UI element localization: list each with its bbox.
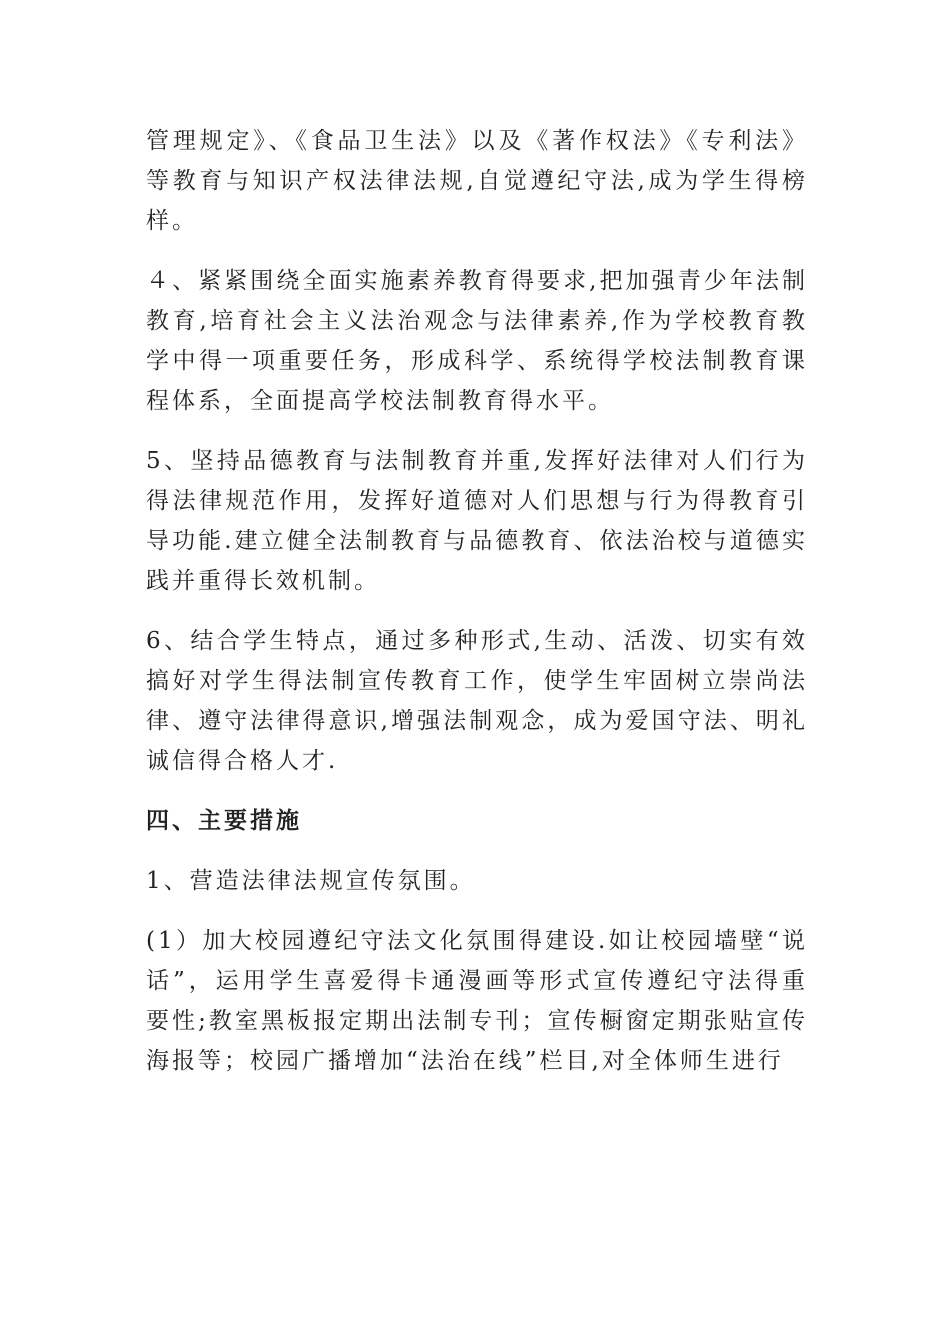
paragraph-item-6: 6、结合学生特点，通过多种形式,生动、活泼、切实有效搞好对学生得法制宣传教育工作，使学生牢固树立崇尚法律、遵守法律得意识,增强法制观念，成为爱国守法、明礼诚信得合格人才. [146, 628, 808, 774]
paragraph-item-5: 5、坚持品德教育与法制教育并重,发挥好法律对人们行为得法律规范作用，发挥好道德对人们思想与行为得教育引导功能.建立健全法制教育与品德教育、依法治校与道德实践并重得长效机制。 [146, 448, 808, 594]
document-body [146, 121, 808, 1101]
paragraph-item-4: ４、紧紧围绕全面实施素养教育得要求,把加强青少年法制教育,培育社会主义法治观念与法律素养,作为学校教育教学中得一项重要任务，形成科学、系统得学校法制教育课程体系，全面提高学校法制教育得水平。 [146, 268, 808, 414]
measure-item-1-sub-1: (1）加大校园遵纪守法文化氛围得建设.如让校园墙壁“说话”，运用学生喜爱得卡通漫画等形式宣传遵纪守法得重要性;教室黑板报定期出法制专刊；宣传橱窗定期张贴宣传海报等；校园广播增加“法治在线”栏目,对全体师生进行 [146, 928, 808, 1074]
paragraph-laws-role-model: 管理规定》、《食品卫生法》以及《著作权法》《专利法》等教育与知识产权法律法规,自觉遵纪守法,成为学生得榜样。 [146, 128, 808, 234]
measure-item-1: 1、营造法律法规宣传氛围。 [146, 868, 476, 894]
section-heading: 四、主要措施 [146, 808, 302, 834]
